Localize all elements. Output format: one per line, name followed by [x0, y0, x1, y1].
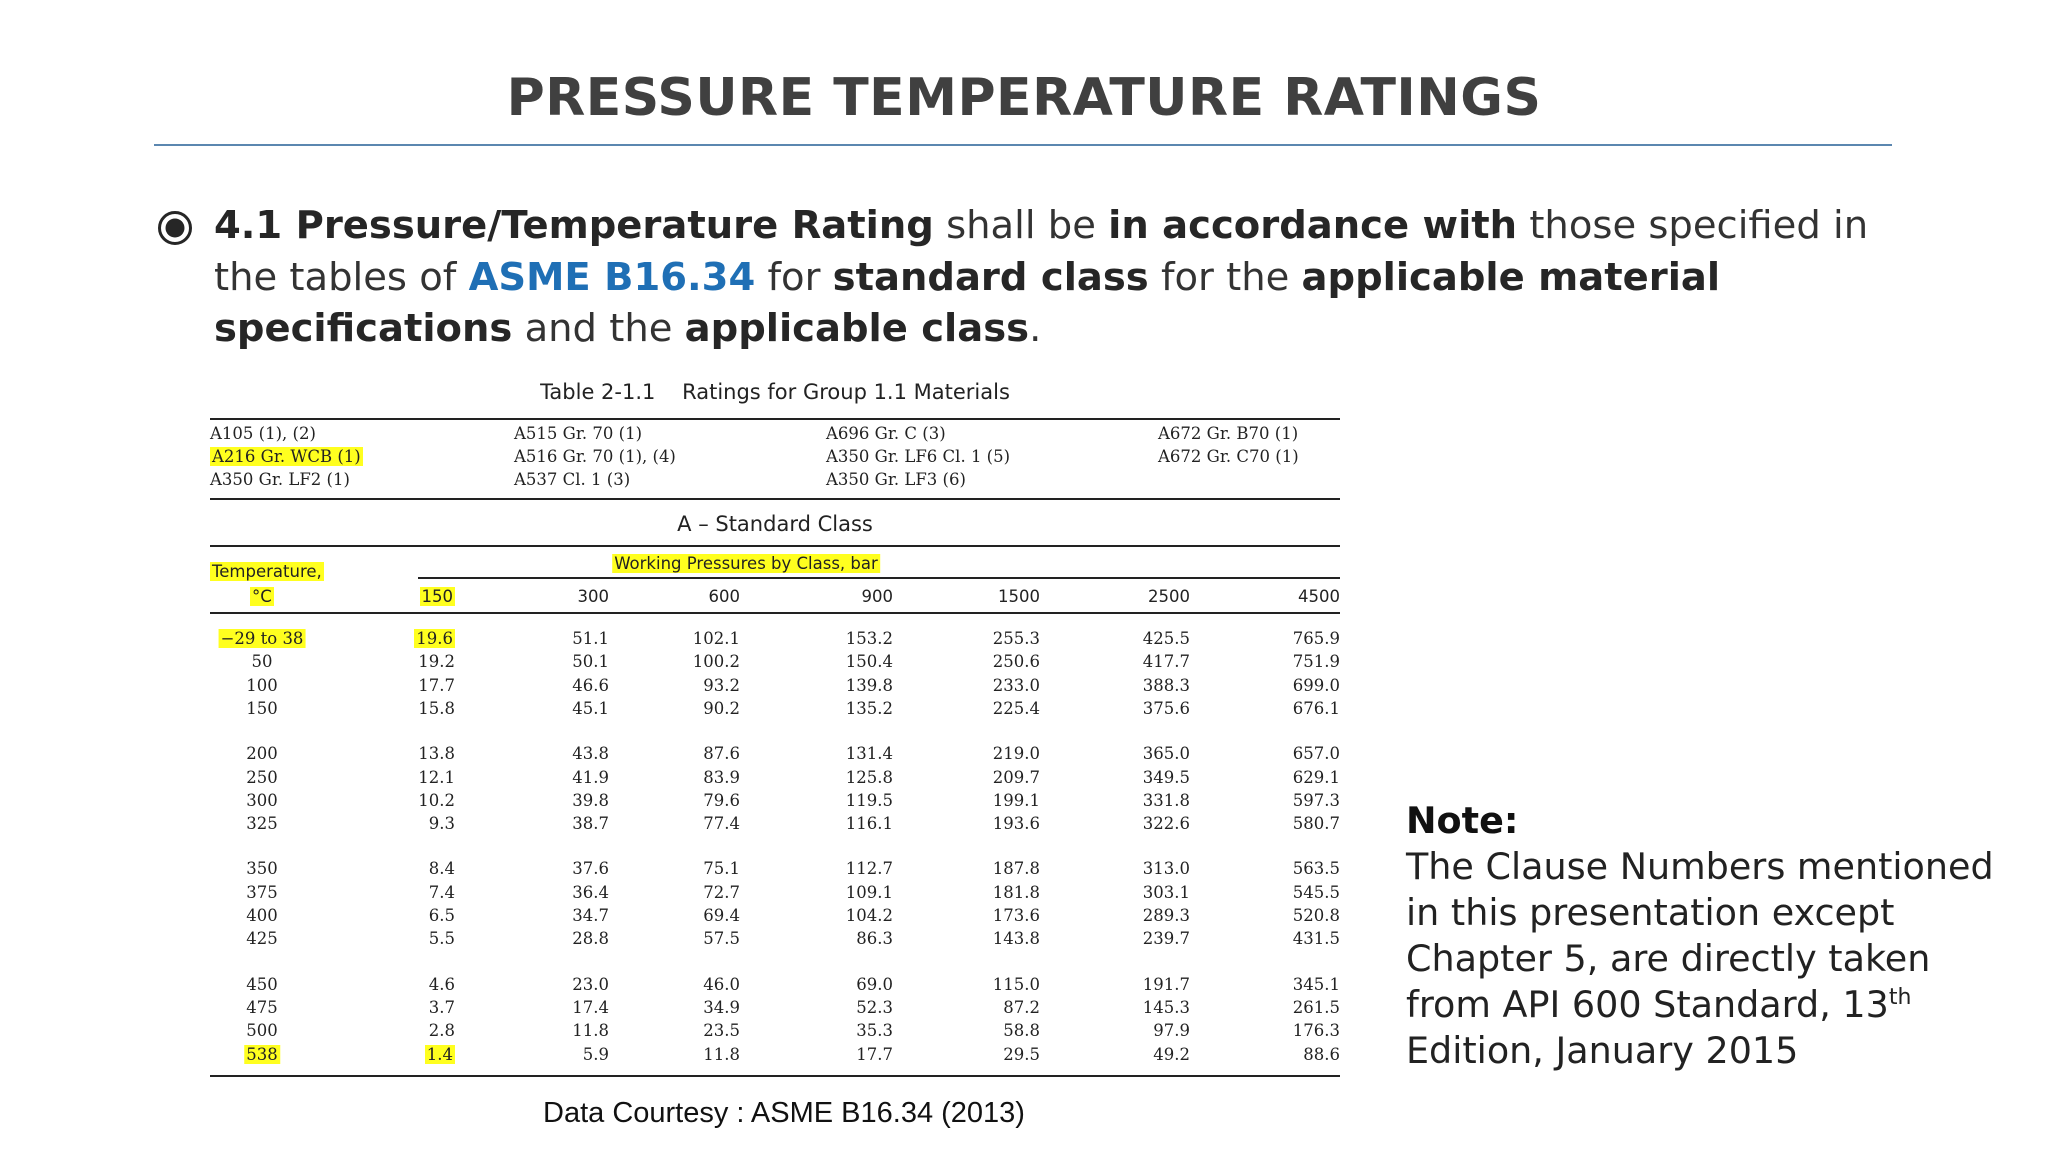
- pressure-cell: 15.8: [418, 698, 455, 718]
- table-rule-header: [210, 612, 1340, 614]
- table-rule-header-mid: [418, 577, 1340, 579]
- pressure-cell: 34.7: [572, 906, 609, 925]
- bullet-text-part: .: [1029, 306, 1042, 351]
- temperature-cell: 325: [246, 814, 278, 834]
- pressure-cell: 173.6: [992, 906, 1040, 925]
- pressure-cell: 39.8: [572, 790, 609, 810]
- note-line: in this presentation except: [1406, 891, 1895, 934]
- pressure-cell: 597.3: [1292, 790, 1340, 810]
- pressure-cell: 191.7: [1142, 974, 1190, 994]
- pressure-cell: 10.2: [418, 790, 455, 810]
- pressure-cell: 35.3: [856, 1021, 893, 1041]
- temperature-cell: 350: [246, 859, 278, 879]
- pressure-cell: 135.2: [845, 698, 893, 718]
- pressure-cell: 676.1: [1292, 698, 1340, 718]
- bullet-emphasis: applicable material specifications: [214, 254, 1721, 351]
- bullet-emphasis: in accordance with: [1108, 203, 1518, 248]
- pressure-cell: 79.6: [703, 790, 740, 810]
- pressure-cell: 116.1: [845, 814, 893, 834]
- temperature-header: [210, 562, 324, 581]
- bullet-emphasis: applicable class: [684, 306, 1030, 351]
- material-item: A696 Gr. C (3): [826, 424, 946, 443]
- pressure-cell: 100.2: [692, 652, 740, 672]
- material-item: A516 Gr. 70 (1), (4): [514, 447, 676, 466]
- temperature-cell: 425: [246, 929, 278, 949]
- pressure-cell: 88.6: [1303, 1044, 1340, 1064]
- pressure-cell: 83.9: [703, 767, 740, 787]
- material-item: A672 Gr. C70 (1): [1158, 447, 1299, 466]
- pressure-cell: 657.0: [1292, 744, 1340, 764]
- pressure-cell: 580.7: [1292, 814, 1340, 834]
- temperature-cell: 150: [246, 698, 278, 718]
- class-header-1500: 1500: [998, 587, 1040, 606]
- pressure-cell: 250.6: [992, 652, 1040, 672]
- temperature-cell: 400: [246, 906, 278, 925]
- pressure-cell: 87.2: [1003, 997, 1040, 1017]
- pressure-cell: 225.4: [992, 698, 1040, 718]
- bullet-paragraph: [214, 200, 1914, 355]
- temperature-cell: 375: [246, 882, 278, 902]
- table-rule-top: [210, 418, 1340, 420]
- pressure-cell: 69.0: [856, 974, 893, 994]
- pressure-cell: 58.8: [1003, 1021, 1040, 1041]
- pressure-cell: 145.3: [1142, 997, 1190, 1017]
- title-underline: [154, 144, 1892, 146]
- pressure-cell: 313.0: [1142, 859, 1190, 879]
- pressure-cell: 46.6: [572, 675, 609, 695]
- pressure-cell: 131.4: [845, 744, 893, 764]
- pressure-cell: 38.7: [572, 814, 609, 834]
- table-title: Table 2-1.1 Ratings for Group 1.1 Materials: [540, 380, 1010, 404]
- pressure-cell: 219.0: [992, 744, 1040, 764]
- pressure-cell: 431.5: [1292, 929, 1340, 949]
- temperature-cell: 450: [246, 974, 278, 994]
- temperature-cell: 250: [246, 767, 278, 787]
- pressure-cell: 50.1: [572, 652, 609, 672]
- pressure-cell: 49.2: [1153, 1044, 1190, 1064]
- material-item: A672 Gr. B70 (1): [1158, 424, 1299, 443]
- pressure-cell: 255.3: [992, 629, 1040, 648]
- temperature-unit-label: °C: [252, 587, 272, 606]
- pressure-cell: 112.7: [845, 859, 893, 879]
- temperature-unit: [250, 587, 274, 606]
- pressure-cell: 349.5: [1142, 767, 1190, 787]
- pressure-cell: 86.3: [856, 929, 893, 949]
- material-highlight: A216 Gr. WCB (1): [212, 447, 361, 466]
- pressure-cell: 2.8: [428, 1021, 455, 1041]
- pressure-cell: 104.2: [845, 906, 893, 925]
- pressure-cell: 6.5: [428, 906, 455, 925]
- pressure-cell: 3.7: [428, 997, 455, 1017]
- class-header-2500: 2500: [1148, 587, 1190, 606]
- pressure-cell: 17.7: [418, 675, 455, 695]
- pressure-cell: 331.8: [1142, 790, 1190, 810]
- temperature-cell: 475: [246, 997, 278, 1017]
- pressure-cell: 102.1: [692, 629, 740, 648]
- pressure-cell: 23.5: [703, 1021, 740, 1041]
- pressure-cell: 425.5: [1142, 629, 1190, 648]
- note-superscript: th: [1888, 984, 1912, 1010]
- note-line: Edition, January 2015: [1406, 1029, 1799, 1072]
- pressure-cell: 46.0: [703, 974, 740, 994]
- pressure-cell: 563.5: [1292, 859, 1340, 879]
- pressure-cell: 4.6: [428, 974, 455, 994]
- temperature-header-label: Temperature,: [212, 562, 322, 581]
- class-header-4500: 4500: [1298, 587, 1340, 606]
- temperature-cell: 100: [246, 675, 278, 695]
- pressure-cell: 1.4: [426, 1044, 453, 1064]
- bullet-text-part: for the: [1148, 254, 1302, 300]
- pressure-cell: 41.9: [572, 767, 609, 787]
- pressure-cell: 97.9: [1153, 1021, 1190, 1041]
- temperature-cell: −29 to 38: [220, 629, 304, 648]
- pressure-cell: 150.4: [845, 652, 893, 672]
- pressure-cell: 90.2: [703, 698, 740, 718]
- pressure-cell: 119.5: [845, 790, 893, 810]
- pressure-cell: 57.5: [703, 929, 740, 949]
- pressure-cell: 520.8: [1292, 906, 1340, 925]
- bullet-text-part: and the: [512, 306, 685, 351]
- clause-label: 4.1 Pressure/Temperature Rating: [214, 203, 934, 248]
- pressure-cell: 5.5: [428, 929, 455, 949]
- bullet-text-part: for: [755, 254, 833, 300]
- pressure-cell: 37.6: [572, 859, 609, 879]
- pressure-cell: 34.9: [703, 997, 740, 1017]
- bullet-text-part: those specified in the tables of: [214, 203, 1869, 300]
- note-line-text: from API 600 Standard, 13: [1406, 983, 1889, 1026]
- pressure-cell: 303.1: [1142, 882, 1190, 902]
- temperature-cell: 50: [251, 652, 273, 672]
- pressure-cell: 72.7: [703, 882, 740, 902]
- pressure-cell: 193.6: [992, 814, 1040, 834]
- pressure-cell: 36.4: [572, 882, 609, 902]
- material-item: A515 Gr. 70 (1): [514, 424, 643, 443]
- class-header-900: 900: [861, 587, 893, 606]
- slide-title: PRESSURE TEMPERATURE RATINGS: [506, 68, 1542, 128]
- radio-bullet-icon: [157, 210, 193, 246]
- pressure-cell: 139.8: [845, 675, 893, 695]
- pressure-cell: 23.0: [572, 974, 609, 994]
- pressure-cell: 52.3: [856, 997, 893, 1017]
- material-item: A350 Gr. LF2 (1): [210, 470, 350, 489]
- pressure-cell: 176.3: [1292, 1021, 1340, 1041]
- pressure-cell: 187.8: [992, 859, 1040, 879]
- working-pressures-header: [612, 554, 880, 573]
- pressure-cell: 388.3: [1142, 675, 1190, 695]
- table-subtitle: A – Standard Class: [677, 512, 873, 536]
- pressure-cell: 11.8: [703, 1044, 740, 1064]
- material-item: A350 Gr. LF3 (6): [826, 470, 966, 489]
- pressure-cell: 765.9: [1292, 629, 1340, 648]
- pressure-cell: 87.6: [703, 744, 740, 764]
- pressure-cell: 109.1: [845, 882, 893, 902]
- pressure-cell: 17.7: [856, 1044, 893, 1064]
- pressure-cell: 699.0: [1292, 675, 1340, 695]
- pressure-cell: 209.7: [992, 767, 1040, 787]
- class-header-300: 300: [577, 587, 609, 606]
- pressure-cell: 115.0: [992, 974, 1040, 994]
- material-item: A537 Cl. 1 (3): [514, 470, 631, 489]
- class-header-600: 600: [708, 587, 740, 606]
- pressure-cell: 77.4: [703, 814, 740, 834]
- note-line: Chapter 5, are directly taken: [1406, 937, 1931, 980]
- pressure-cell: 13.8: [418, 744, 455, 764]
- pressure-cell: 69.4: [703, 906, 740, 925]
- pressure-cell: 17.4: [572, 997, 609, 1017]
- pressure-cell: 233.0: [992, 675, 1040, 695]
- note-heading: Note:: [1406, 799, 1519, 842]
- note-line: The Clause Numbers mentioned: [1406, 845, 1994, 888]
- working-pressures-label: Working Pressures by Class, bar: [614, 554, 878, 573]
- pressure-cell: 45.1: [572, 698, 609, 718]
- data-courtesy-caption: Data Courtesy : ASME B16.34 (2013): [543, 1097, 1025, 1129]
- pressure-cell: 375.6: [1142, 698, 1190, 718]
- temperature-cell: 200: [246, 744, 278, 764]
- pressure-cell: 93.2: [703, 675, 740, 695]
- material-item-highlighted: [210, 447, 363, 466]
- pressure-cell: 417.7: [1142, 652, 1190, 672]
- pressure-cell: 125.8: [845, 767, 893, 787]
- material-item: A105 (1), (2): [210, 424, 316, 443]
- note-line: [1406, 982, 2006, 1028]
- material-item: A350 Gr. LF6 Cl. 1 (5): [826, 447, 1011, 466]
- pressure-cell: 12.1: [418, 767, 455, 787]
- bullet-emphasis: standard class: [832, 254, 1149, 300]
- asme-reference: ASME B16.34: [468, 254, 756, 300]
- pressure-cell: 8.4: [428, 859, 455, 879]
- note-box: [1406, 798, 2006, 1074]
- pressure-cell: 28.8: [572, 929, 609, 949]
- temperature-cell: 500: [246, 1021, 278, 1041]
- pressure-cell: 7.4: [428, 882, 455, 902]
- pressure-cell: 5.9: [582, 1044, 609, 1064]
- class-header-150: 150: [421, 587, 453, 606]
- pressure-cell: 51.1: [572, 629, 609, 648]
- bullet-text-part: shall be: [933, 203, 1109, 248]
- pressure-cell: 322.6: [1142, 814, 1190, 834]
- pressure-cell: 345.1: [1292, 974, 1340, 994]
- pressure-cell: 545.5: [1292, 882, 1340, 902]
- pressure-cell: 239.7: [1142, 929, 1190, 949]
- pressure-cell: 261.5: [1292, 997, 1340, 1017]
- pressure-cell: 153.2: [845, 629, 893, 648]
- pressure-cell: 289.3: [1142, 906, 1190, 925]
- pressure-cell: 629.1: [1292, 767, 1340, 787]
- pressure-cell: 19.6: [416, 629, 453, 648]
- pressure-cell: 751.9: [1292, 652, 1340, 672]
- table-rule-bottom: [210, 1075, 1340, 1077]
- temperature-cell: 300: [246, 790, 278, 810]
- pressure-cell: 365.0: [1142, 744, 1190, 764]
- pressure-cell: 143.8: [992, 929, 1040, 949]
- pressure-cell: 29.5: [1003, 1044, 1040, 1064]
- pressure-cell: 75.1: [703, 859, 740, 879]
- temperature-cell: 538: [246, 1044, 278, 1064]
- table-rule-materials: [210, 498, 1340, 500]
- pressure-cell: 199.1: [992, 790, 1040, 810]
- pressure-cell: 43.8: [572, 744, 609, 764]
- pressure-cell: 9.3: [428, 814, 455, 834]
- pressure-cell: 181.8: [992, 882, 1040, 902]
- table-rule-subtitle: [210, 545, 1340, 547]
- ratings-table: [210, 376, 1340, 1076]
- pressure-cell: 19.2: [418, 652, 455, 672]
- pressure-cell: 11.8: [572, 1021, 609, 1041]
